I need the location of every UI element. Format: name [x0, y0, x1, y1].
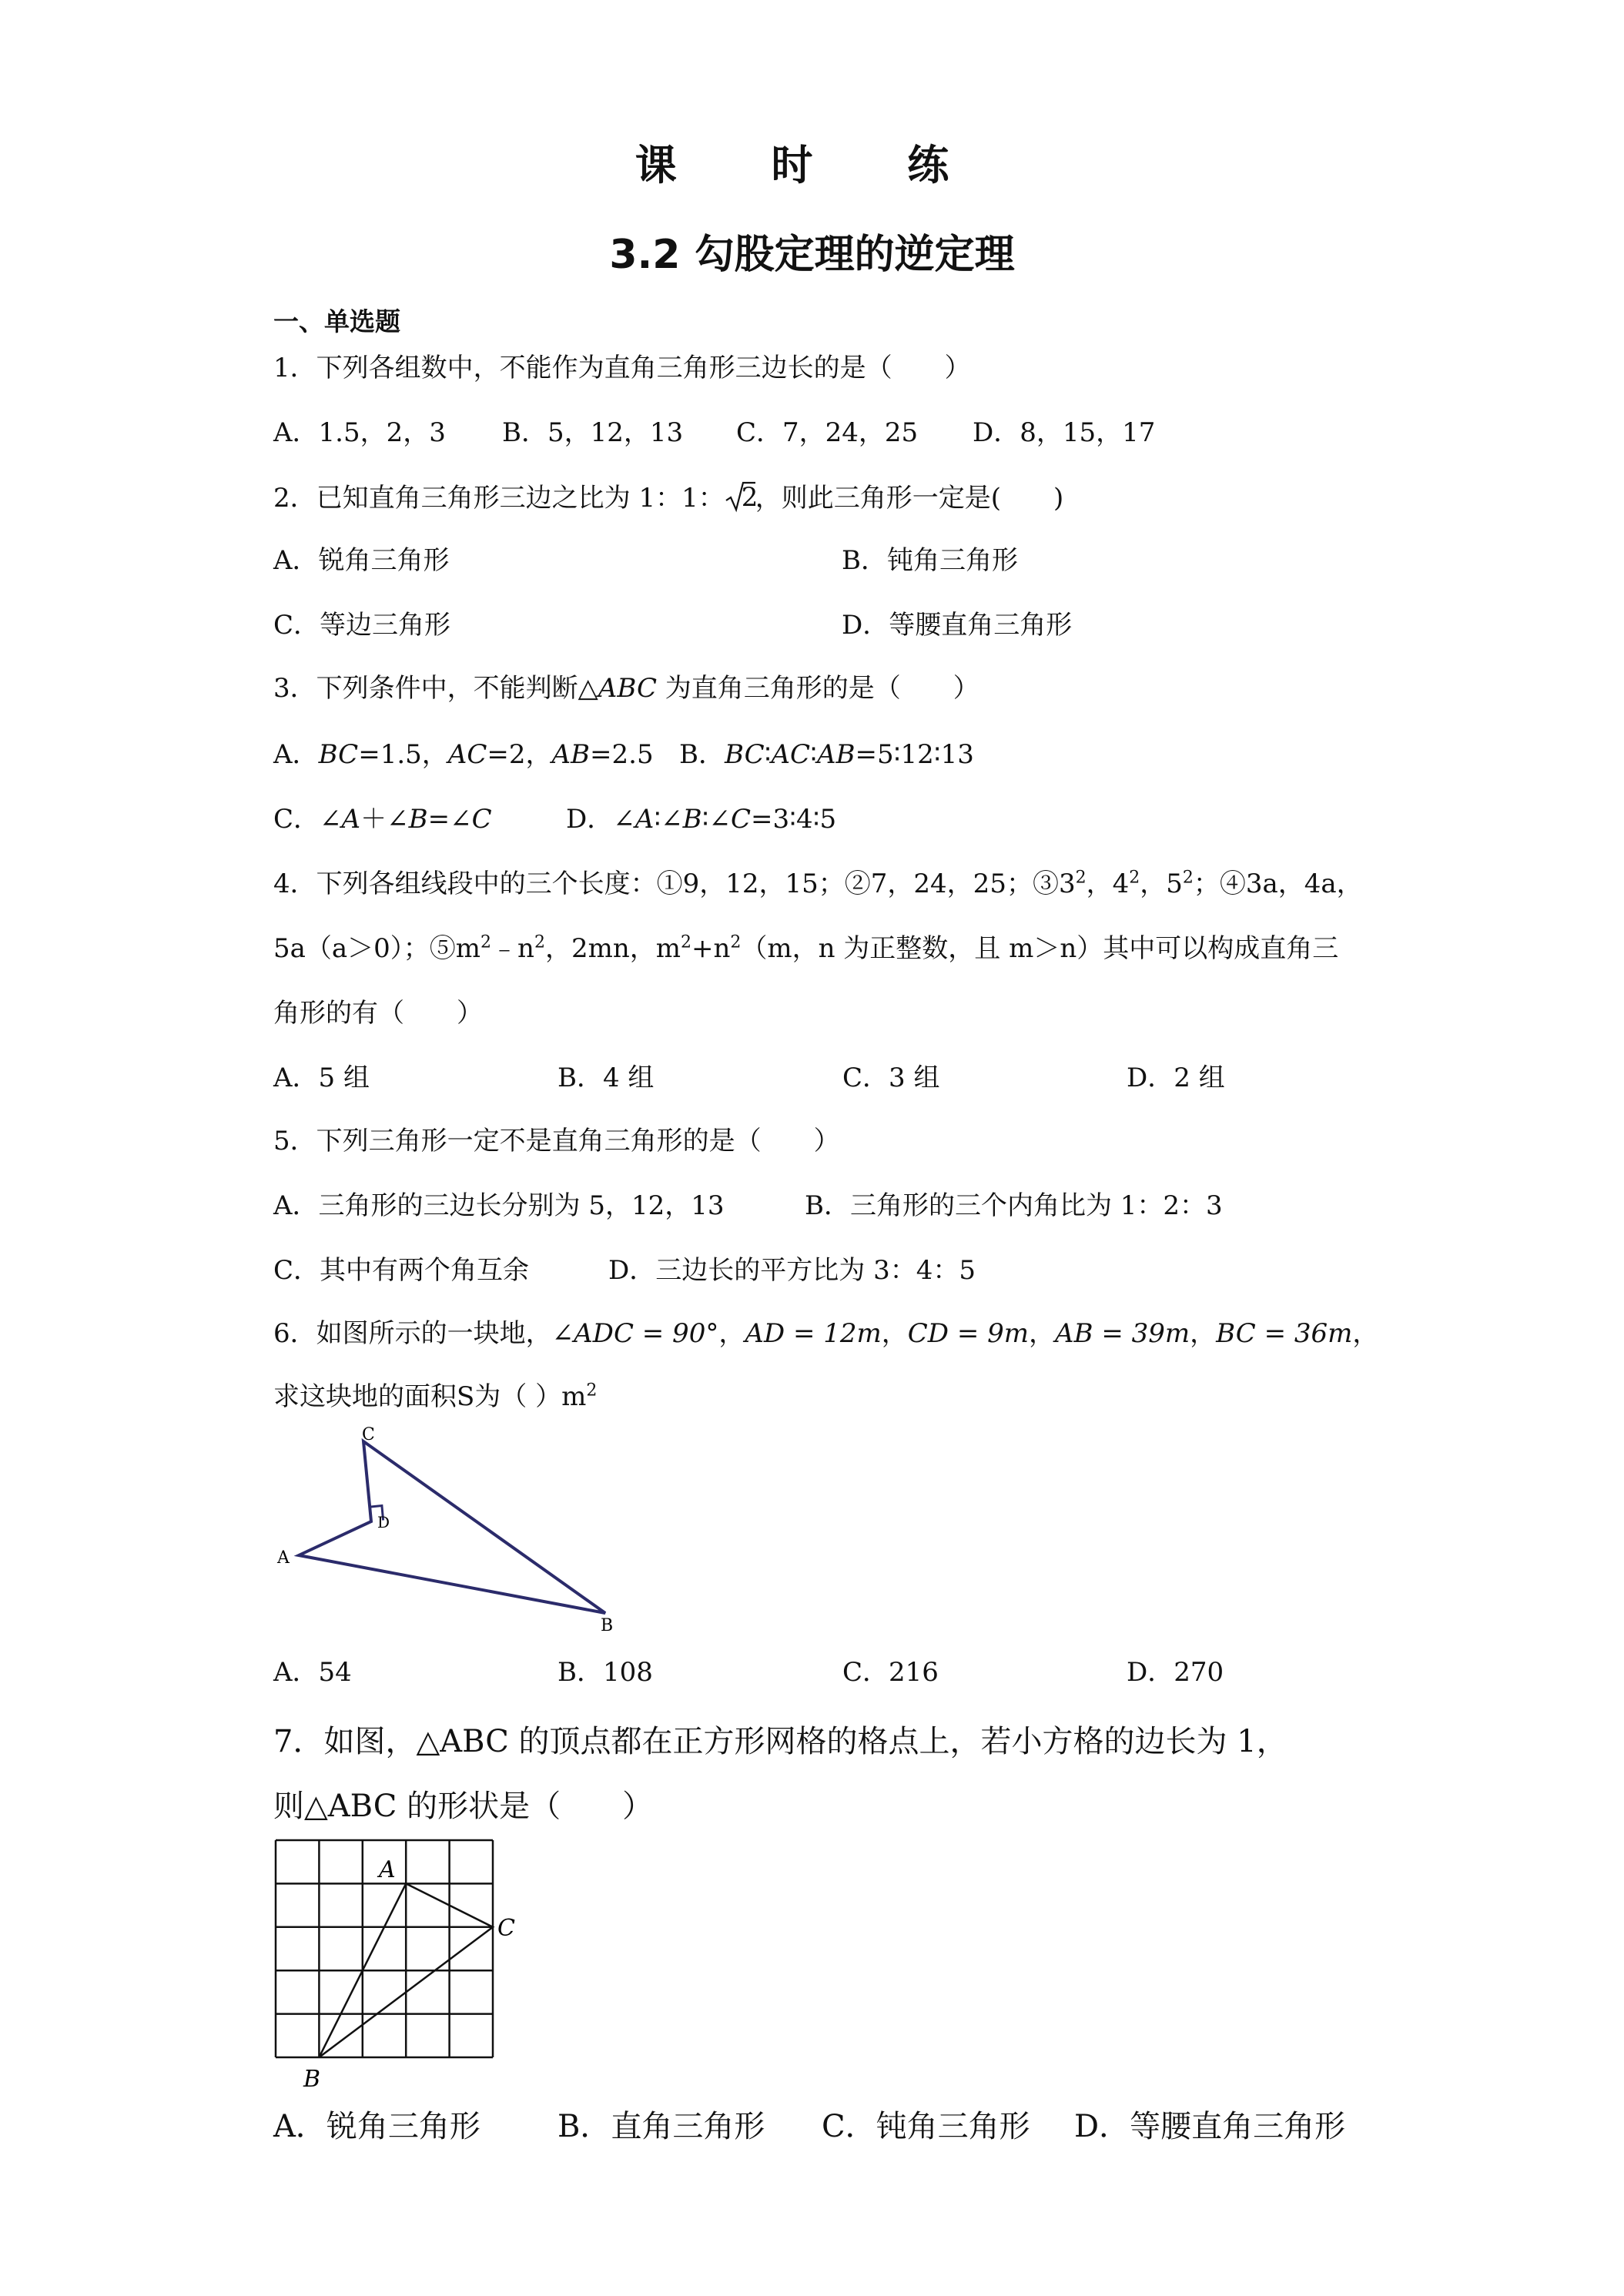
page-title: 课 时 练	[635, 141, 989, 189]
q6-stem-line1	[273, 1317, 1378, 1350]
q3-b-5: AB	[816, 739, 856, 770]
q3-stem-before: 3．下列条件中，不能判断△	[273, 673, 598, 704]
q1-option-b: B．5，12，13	[502, 417, 684, 448]
q4-exp: 2	[730, 932, 742, 952]
q1-option-d: D．8，15，17	[973, 417, 1156, 448]
q3-stem	[273, 671, 979, 705]
q3-c-label: C．∠	[273, 804, 342, 835]
q4-stem-line2	[273, 932, 1338, 966]
q3-b-2: ∶	[764, 739, 772, 770]
q4-exp: 2	[1129, 868, 1140, 888]
sqrt-expression	[725, 480, 758, 515]
q2-option-a: A．锐角三角形	[273, 545, 450, 576]
q4-l2-e: （m，n 为正整数，且 m＞n）其中可以构成直角三	[741, 933, 1339, 964]
q4-l2-c: ，2mn，m	[544, 933, 681, 964]
q3-b-6: =5∶12∶13	[855, 739, 974, 770]
q6-ad: AD = 12m	[745, 1318, 882, 1349]
q7-stem-line2: 则△ABC 的形状是（ ）	[273, 1789, 654, 1824]
q3-a-5: AB	[551, 739, 591, 770]
q3-c-5: C	[471, 804, 492, 835]
q3-d-3: B	[682, 804, 702, 835]
q4-exp: 2	[680, 932, 691, 952]
q6-bc: BC = 36m	[1216, 1318, 1353, 1349]
q1-option-c: C．7，24，25	[736, 417, 919, 448]
q5-option-d: D．三边长的平方比为 3：4：5	[608, 1255, 976, 1286]
q3-b-1: BC	[725, 739, 765, 770]
q7-label-b: B	[303, 2066, 321, 2093]
q7-grid-figure	[262, 1832, 554, 2094]
page-subtitle: 3.2 勾股定理的逆定理	[609, 232, 1015, 278]
q6-stem-line2	[273, 1380, 597, 1414]
q4-exp: 2	[1075, 868, 1087, 888]
q6-exp: 2	[586, 1381, 598, 1401]
q6-quadrilateral	[299, 1441, 605, 1613]
q7-option-c: C．钝角三角形	[822, 2109, 1030, 2144]
q7-label-a: A	[379, 1856, 396, 1883]
q2-option-c: C．等边三角形	[273, 610, 451, 641]
q3-a-2: =1.5，	[358, 739, 448, 770]
q3-d-label: D．∠	[566, 804, 635, 835]
q3-d-2: ∶∠	[654, 804, 683, 835]
q1-stem: 1．下列各组数中，不能作为直角三角形三边长的是（ ）	[273, 353, 971, 383]
q6-prefix: 6．如图所示的一块地，	[273, 1318, 552, 1349]
q3-d-4: ∶∠	[702, 804, 731, 835]
section-heading: 一、单选题	[273, 306, 400, 336]
q2-option-b: B．钝角三角形	[842, 545, 1018, 576]
q5-option-a: A．三角形的三边长分别为 5，12，13	[273, 1190, 725, 1221]
q3-stem-after: 为直角三角形的是（ ）	[656, 673, 979, 704]
q2-stem	[273, 480, 1063, 515]
q4-l1-a: 4．下列各组线段中的三个长度：①9，12，15；②7，24，25；③3	[273, 869, 1076, 899]
q3-a-6: =2.5	[590, 739, 654, 770]
q7-label-c: C	[497, 1915, 515, 1942]
q6-sep: ，	[1190, 1318, 1217, 1349]
q3-d-5: C	[731, 804, 752, 835]
q6-label-b: B	[601, 1616, 614, 1632]
q6-figure	[270, 1424, 624, 1632]
q4-stem-line1	[273, 867, 1363, 901]
q7-option-b: B．直角三角形	[558, 2109, 765, 2144]
q4-l1-d: ；④3a，4a，	[1193, 869, 1363, 899]
q6-option-c: C．216	[842, 1657, 939, 1688]
q3-option-c	[273, 802, 492, 836]
q4-l2-d: +n	[691, 933, 731, 964]
q3-option-a	[273, 738, 654, 771]
q6-option-b: B．108	[558, 1657, 653, 1688]
q4-exp: 2	[534, 932, 545, 952]
q7-option-a: A．锐角三角形	[273, 2109, 481, 2144]
q2-stem-before: 2．已知直角三角形三边之比为 1：1：	[273, 483, 725, 514]
q6-option-a: A．54	[273, 1657, 352, 1688]
q3-b-3: AC	[771, 739, 811, 770]
q2-option-d: D．等腰直角三角形	[842, 610, 1073, 641]
q4-l2-a: 5a（a＞0）；⑤m	[273, 933, 481, 964]
q5-stem: 5．下列三角形一定不是直角三角形的是（ ）	[273, 1126, 840, 1156]
q2-stem-after: ，则此三角形一定是( )	[755, 483, 1064, 514]
q3-a-4: =2，	[487, 739, 552, 770]
q5-option-b: B．三角形的三个内角比为 1：2：3	[805, 1190, 1223, 1221]
q4-option-c: C．3 组	[842, 1063, 940, 1093]
q3-c-3: B	[408, 804, 428, 835]
q6-label-d: D	[377, 1513, 390, 1531]
q6-line2: 求这块地的面积S为（ ）m	[273, 1381, 587, 1412]
q3-a-label: A．	[273, 739, 319, 770]
q4-option-b: B．4 组	[558, 1063, 655, 1093]
q3-stem-var: ABC	[598, 673, 657, 704]
q6-ab: AB = 39m	[1055, 1318, 1190, 1349]
q6-angle: ∠ADC = 90°	[551, 1318, 719, 1349]
q3-c-1: A	[341, 804, 361, 835]
q3-c-4: =∠	[427, 804, 472, 835]
q6-sep: ，	[1029, 1318, 1055, 1349]
q6-sep: ，	[881, 1318, 908, 1349]
q4-l1-c: ，5	[1140, 869, 1183, 899]
q4-exp: 2	[481, 932, 492, 952]
q4-stem-line3: 角形的有（ ）	[273, 998, 483, 1029]
q1-option-a: A．1.5，2，3	[273, 417, 446, 448]
sqrt-radicand: 2	[741, 482, 758, 513]
q3-a-1: BC	[318, 739, 359, 770]
q3-option-b	[679, 738, 974, 771]
q4-l2-b: ﹣n	[491, 933, 534, 964]
q4-l1-b: ，4	[1086, 869, 1130, 899]
q6-label-c: C	[362, 1425, 375, 1444]
q7-option-d: D．等腰直角三角形	[1074, 2109, 1346, 2144]
q3-option-d	[566, 802, 836, 836]
q4-exp: 2	[1182, 868, 1194, 888]
q4-option-a: A．5 组	[273, 1063, 370, 1093]
q6-label-a: A	[277, 1548, 290, 1568]
q3-b-4: ∶	[810, 739, 817, 770]
q7-stem-line1: 7．如图，△ABC 的顶点都在正方形网格的格点上，若小方格的边长为 1，	[273, 1724, 1287, 1759]
q3-d-1: A	[635, 804, 655, 835]
q6-option-d: D．270	[1127, 1657, 1224, 1688]
q3-c-2: ＋∠	[360, 804, 409, 835]
q3-d-6: =3∶4∶5	[751, 804, 837, 835]
q6-cd: CD = 9m	[907, 1318, 1029, 1349]
q3-b-label: B．	[679, 739, 725, 770]
q3-a-3: AC	[447, 739, 487, 770]
q4-option-d: D．2 组	[1127, 1063, 1225, 1093]
q6-sep: ，	[1352, 1318, 1379, 1349]
q5-option-c: C．其中有两个角互余	[273, 1255, 530, 1286]
q6-sep: ，	[718, 1318, 745, 1349]
